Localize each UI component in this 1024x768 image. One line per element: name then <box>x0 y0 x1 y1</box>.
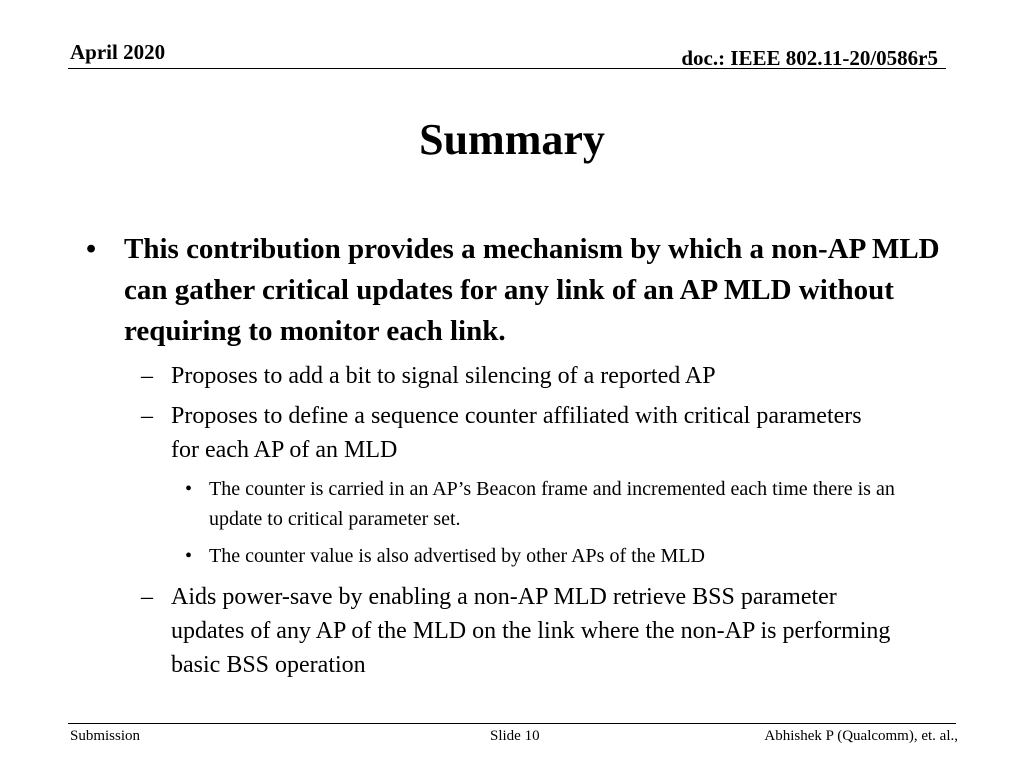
bullet-text: The counter value is also advertised by other APs of the MLD <box>209 545 705 567</box>
dash-marker: – <box>141 403 153 429</box>
bullet-text: Aids power-save by enabling a non-AP MLD retrieve BSS parameter updates of any AP of the MLD on the link where the non-AP is performing basic BSS operation <box>171 584 891 678</box>
dash-marker: – <box>141 584 153 610</box>
dash-marker: – <box>141 363 153 389</box>
header-divider <box>68 68 946 69</box>
footer-submission: Submission <box>70 728 141 744</box>
bullet-text: Proposes to add a bit to signal silencing of a reported AP <box>171 363 716 389</box>
bullet-level2 <box>141 580 911 682</box>
bullet-level3 <box>185 474 939 534</box>
header-doc-id: doc.: IEEE 802.11-20/0586r5 <box>681 46 938 70</box>
bullet-level2 <box>141 359 931 393</box>
footer-divider <box>68 723 956 724</box>
bullet-level2 <box>141 399 891 467</box>
bullet-marker: • <box>185 545 193 567</box>
bullet-marker: • <box>185 478 193 500</box>
bullet-text: This contribution provides a mechanism by which a non-AP MLD can gather critical updates for any link of an AP MLD without requiring to monitor each link. <box>124 233 940 347</box>
slide-title: Summary <box>419 115 605 164</box>
footer-slide-number: Slide 10 <box>490 728 540 744</box>
bullet-marker: • <box>86 233 97 265</box>
bullet-text: The counter is carried in an AP’s Beacon frame and incremented each time there is an update to critical parameter set. <box>209 478 895 530</box>
bullet-level3 <box>185 541 949 571</box>
bullet-text: Proposes to define a sequence counter affiliated with critical parameters for each AP of an MLD <box>171 403 862 463</box>
bullet-level1 <box>86 229 954 352</box>
footer-author: Abhishek P (Qualcomm), et. al., <box>764 728 958 744</box>
header-date: April 2020 <box>70 40 166 64</box>
